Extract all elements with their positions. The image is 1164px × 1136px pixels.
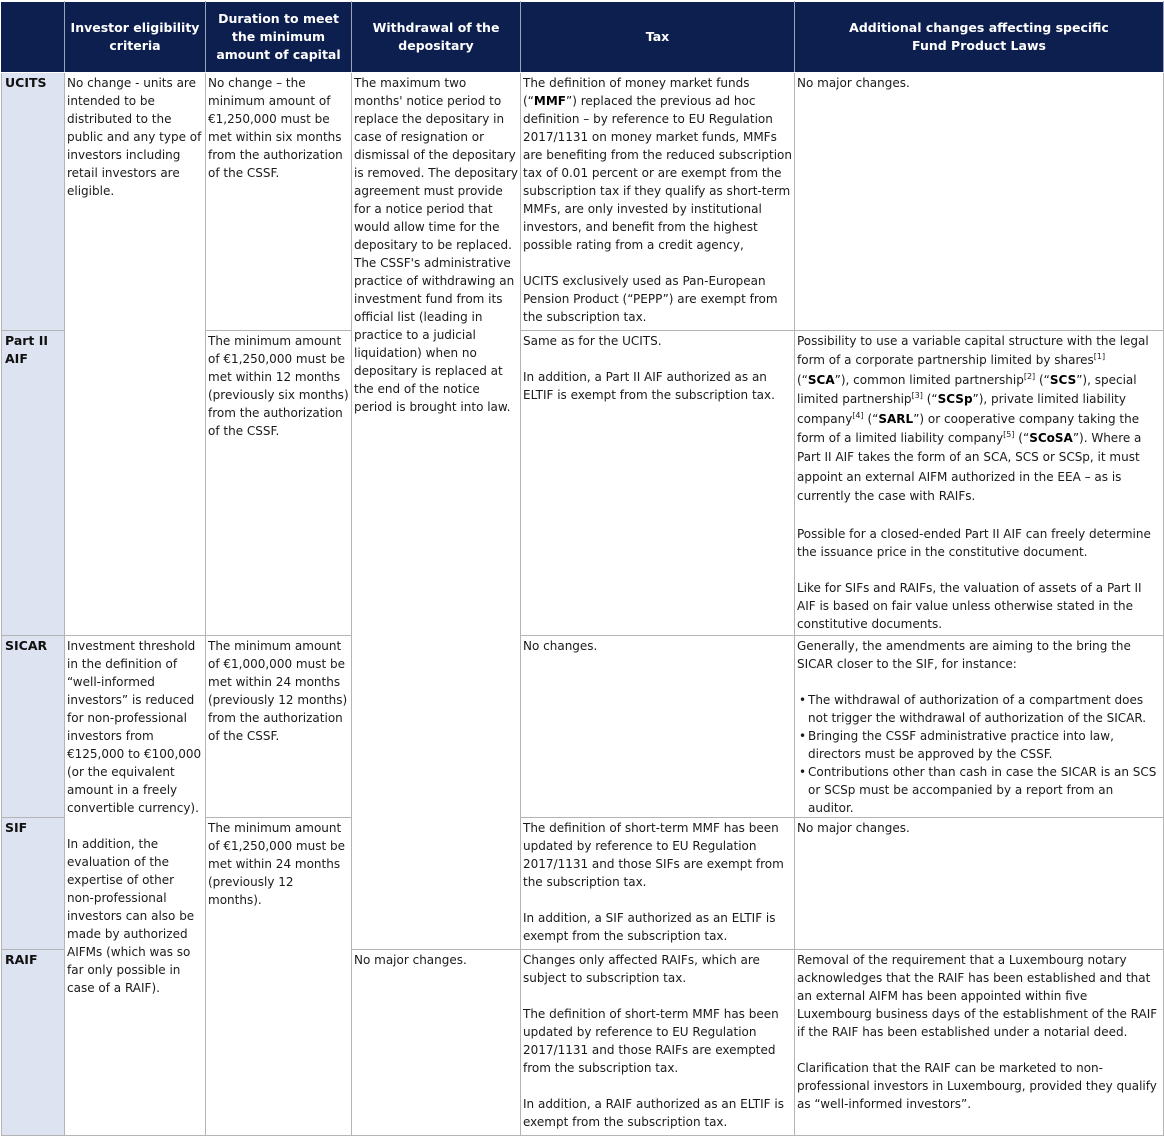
cell-sicar-additional: Generally, the amendments are aiming to the bring the SICAR closer to the SIF, for instance: • The withdrawal of authorization of a compartment does not trigger the withdrawal of authorization of the SICAR. • Bringing the CSSF administrative practice into law, directors must be approved by the CSSF. • Contributions other than cash in case the SICAR is an SCS or SCSp must be accompanied by a report from an auditor. [795,636,1164,818]
row-label-raif: RAIF [2,950,65,1136]
cell-raif-additional: Removal of the requirement that a Luxembourg notary acknowledges that the RAIF has been established and that an external AIFM has been appointed within five Luxembourg business days of the establishment of the RAIF if the RAIF has been established under a notarial deed. Clarification that the RAIF can be marketed to non-professional investors in Luxembourg, provided they qualify as “well-informed investors”. [795,950,1164,1136]
list-item: • Contributions other than cash in case the SICAR is an SCS or SCSp must be accompanied by a report from an auditor. [797,763,1161,817]
cell-sif-tax: The definition of short-term MMF has been updated by reference to EU Regulation 2017/1131 and those SIFs are exempt from the subscription tax. In addition, a SIF authorized as an ELTIF is exempt from the subscription tax. [521,818,795,950]
header-additional-changes: Additional changes affecting specific Fund Product Laws [795,2,1164,73]
fund-law-changes-table [1,1,1164,1136]
table-row-ucits [2,73,1164,331]
cell-raif-tax: Changes only affected RAIFs, which are subject to subscription tax. The definition of short-term MMF has been updated by reference to EU Regulation 2017/1131 and those RAIFs are exempted from the subscription tax. In addition, a RAIF authorized as an ELTIF is exempt from the subscription tax. [521,950,795,1136]
row-label-sif: SIF [2,818,65,950]
row-label-ucits: UCITS [2,73,65,331]
cell-ucits-additional: No major changes. [795,73,1164,331]
row-label-sicar: SICAR [2,636,65,818]
list-item: • Bringing the CSSF administrative practice into law, directors must be approved by the CSSF. [797,727,1161,763]
cell-sif-additional: No major changes. [795,818,1164,950]
cell-ucits-duration: No change – the minimum amount of €1,250,000 must be met within six months from the authorization of the CSSF. [206,73,352,331]
cell-ucits-eligibility: No change - units are intended to be distributed to the public and any type of investors including retail investors are eligible. [65,73,206,636]
cell-raif-withdrawal: No major changes. [352,950,521,1136]
footnote-ref[interactable]: [5] [1003,430,1015,440]
list-item: • The withdrawal of authorization of a compartment does not trigger the withdrawal of authorization of the SICAR. [797,691,1161,727]
row-label-part-ii-aif: Part II AIF [2,331,65,636]
cell-withdrawal-ucits-to-sif: The maximum two months' notice period to replace the depositary in case of resignation or dismissal of the depositary is removed. The depositary agreement must provide for a notice period that would allow time for the depositary to be replaced. The CSSF's administrative practice of withdrawing an investment fund from its official list (leading in practice to a judicial liquidation) when no depositary is replaced at the end of the notice period is brought into law. [352,73,521,950]
footnote-ref[interactable]: [3] [911,391,923,401]
header-row [2,2,1164,73]
footnote-ref[interactable]: [1] [1093,352,1106,362]
header-duration-capital: Duration to meet the minimum amount of capital [206,2,352,73]
cell-sicar-to-raif-eligibility: Investment threshold in the definition of “well-informed investors” is reduced for non-professional investors from €125,000 to €100,000 (or the equivalent amount in a freely convertible currency). In addition, the evaluation of the expertise of other non-professional investors can also be made by authorized AIFMs (which was so far only possible in case of a RAIF). [65,636,206,1136]
header-investor-eligibility: Investor eligibility criteria [65,2,206,73]
cell-sicar-duration: The minimum amount of €1,000,000 must be met within 24 months (previously 12 months) from the authorization of the CSSF. [206,636,352,818]
footnote-ref[interactable]: [4] [852,410,864,420]
cell-part-ii-duration: The minimum amount of €1,250,000 must be met within 12 months (previously six months) from the authorization of the CSSF. [206,331,352,636]
cell-ucits-tax: The definition of money market funds (“MMF”) replaced the previous ad hoc definition – by reference to EU Regulation 2017/1131 on money market funds, MMFs are benefiting from the reduced subscription tax of 0.01 percent or are exempt from the subscription tax if they qualify as short-term MMFs, are only invested by institutional investors, and benefit from the highest possible rating from a credit agency, UCITS exclusively used as Pan-European Pension Product (“PEPP”) are exempt from the subscription tax. [521,73,795,331]
term-mmf: MMF [533,94,566,108]
header-blank-cell [2,2,65,73]
cell-part-ii-tax: Same as for the UCITS. In addition, a Part II AIF authorized as an ELTIF is exempt from the subscription tax. [521,331,795,636]
cell-part-ii-additional: Possibility to use a variable capital structure with the legal form of a corporate partnership limited by shares[1] (“SCA”), common limited partnership[2] (“SCS”), special limited partnership[3] (“SCSp”), private limited liability company[4] (“SARL”) or cooperative company taking the form of a limited liability company[5] (“SCoSA”). Where a Part II AIF takes the form of an SCA, SCS or SCSp, it must appoint an external AIFM authorized in the EEA – as is currently the case with RAIFs. Possible for a closed-ended Part II AIF can freely determine the issuance price in the constitutive document. Like for SIFs and RAIFs, the valuation of assets of a Part II AIF is based on fair value unless otherwise stated in the constitutive documents. [795,331,1164,636]
header-withdrawal-depositary: Withdrawal of the depositary [352,2,521,73]
cell-sif-to-raif-duration: The minimum amount of €1,250,000 must be met within 24 months (previously 12 months). [206,818,352,1136]
header-tax: Tax [521,2,795,73]
sicar-changes-list [797,691,1161,817]
cell-sicar-tax: No changes. [521,636,795,818]
table-row-sicar [2,636,1164,818]
footnote-ref[interactable]: [2] [1023,371,1036,381]
